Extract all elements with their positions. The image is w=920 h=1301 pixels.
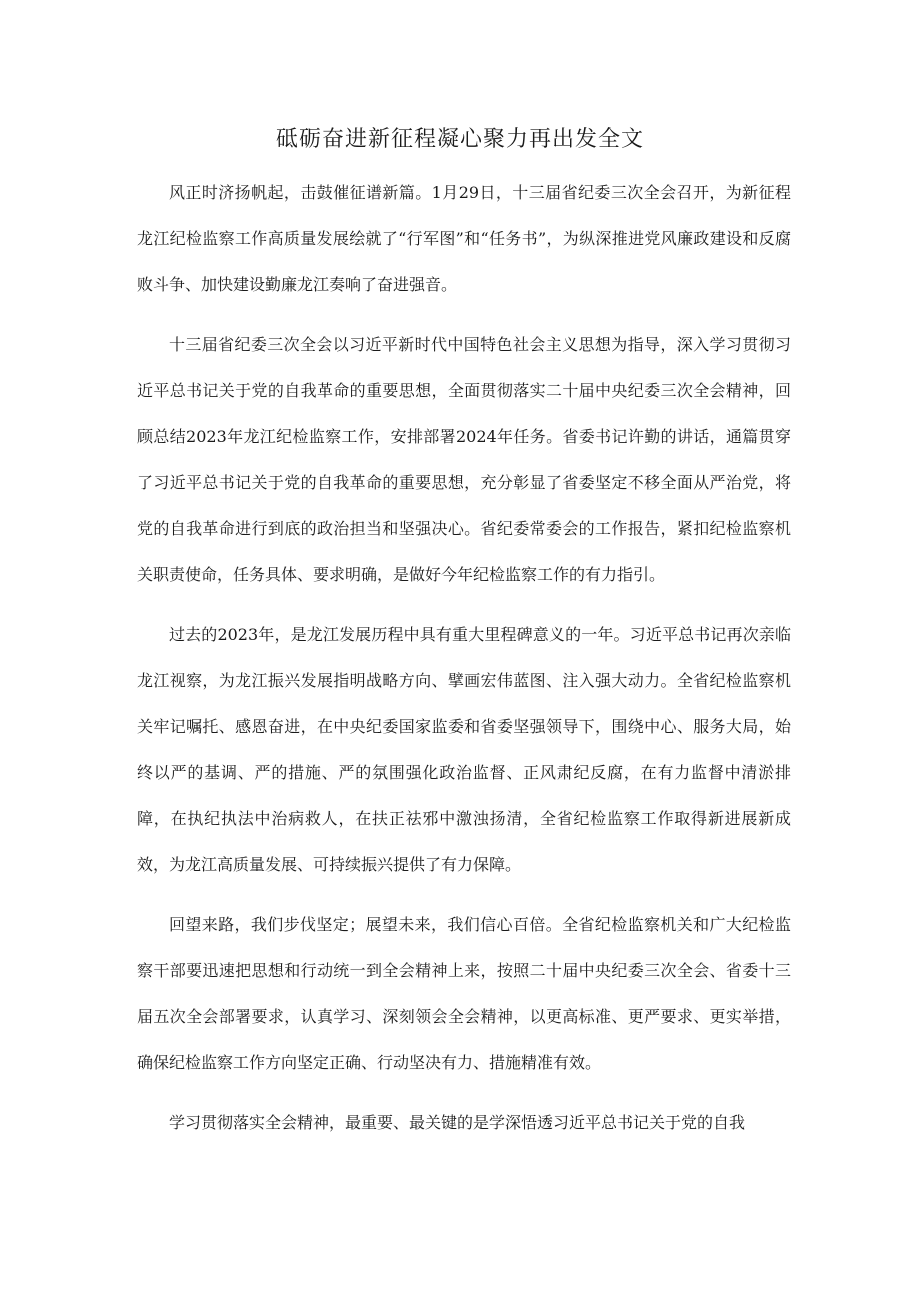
document-body xyxy=(137,170,791,1160)
paragraph-3: 过去的2023年，是龙江发展历程中具有重大里程碑意义的一年。习近平总书记再次亲临龙江视察，为龙江振兴发展指明战略方向、擘画宏伟蓝图、注入强大动力。全省纪检监察机关牢记嘱托、感恩奋进，在中央纪委国家监委和省委坚强领导下，围绕中心、服务大局，始终以严的基调、严的措施、严的氛围强化政治监督、正风肃纪反腐，在有力监督中清淤排障，在执纪执法中治病救人，在扶正祛邪中激浊扬清，全省纪检监察工作取得新进展新成效，为龙江高质量发展、可持续振兴提供了有力保障。 xyxy=(137,625,791,874)
paragraph-1: 风正时济扬帆起，击鼓催征谱新篇。1月29日，十三届省纪委三次全会召开，为新征程龙江纪检监察工作高质量发展绘就了“行军图”和“任务书”，为纵深推进党风廉政建设和反腐败斗争、加快建设勤廉龙江奏响了奋进强音。 xyxy=(137,183,791,294)
page-title: 砥砺奋进新征程凝心聚力再出发全文 xyxy=(275,127,644,152)
paragraph-4: 回望来路，我们步伐坚定；展望未来，我们信心百倍。全省纪检监察机关和广大纪检监察干部要迅速把思想和行动统一到全会精神上来，按照二十届中央纪委三次全会、省委十三届五次全会部署要求，认真学习、深刻领会全会精神，以更高标准、更严要求、更实举措，确保纪检监察工作方向坚定正确、行动坚决有力、措施精准有效。 xyxy=(137,915,791,1072)
paragraph-2: 十三届省纪委三次全会以习近平新时代中国特色社会主义思想为指导，深入学习贯彻习近平总书记关于党的自我革命的重要思想，全面贯彻落实二十届中央纪委三次全会精神，回顾总结2023年龙江纪检监察工作，安排部署2024年任务。省委书记许勤的讲话，通篇贯穿了习近平总书记关于党的自我革命的重要思想，充分彰显了省委坚定不移全面从严治党，将党的自我革命进行到底的政治担当和坚强决心。省纪委常委会的工作报告，紧扣纪检监察机关职责使命，任务具体、要求明确，是做好今年纪检监察工作的有力指引。 xyxy=(137,335,791,584)
paragraph-5: 学习贯彻落实全会精神，最重要、最关键的是学深悟透习近平总书记关于党的自我 xyxy=(169,1113,746,1132)
